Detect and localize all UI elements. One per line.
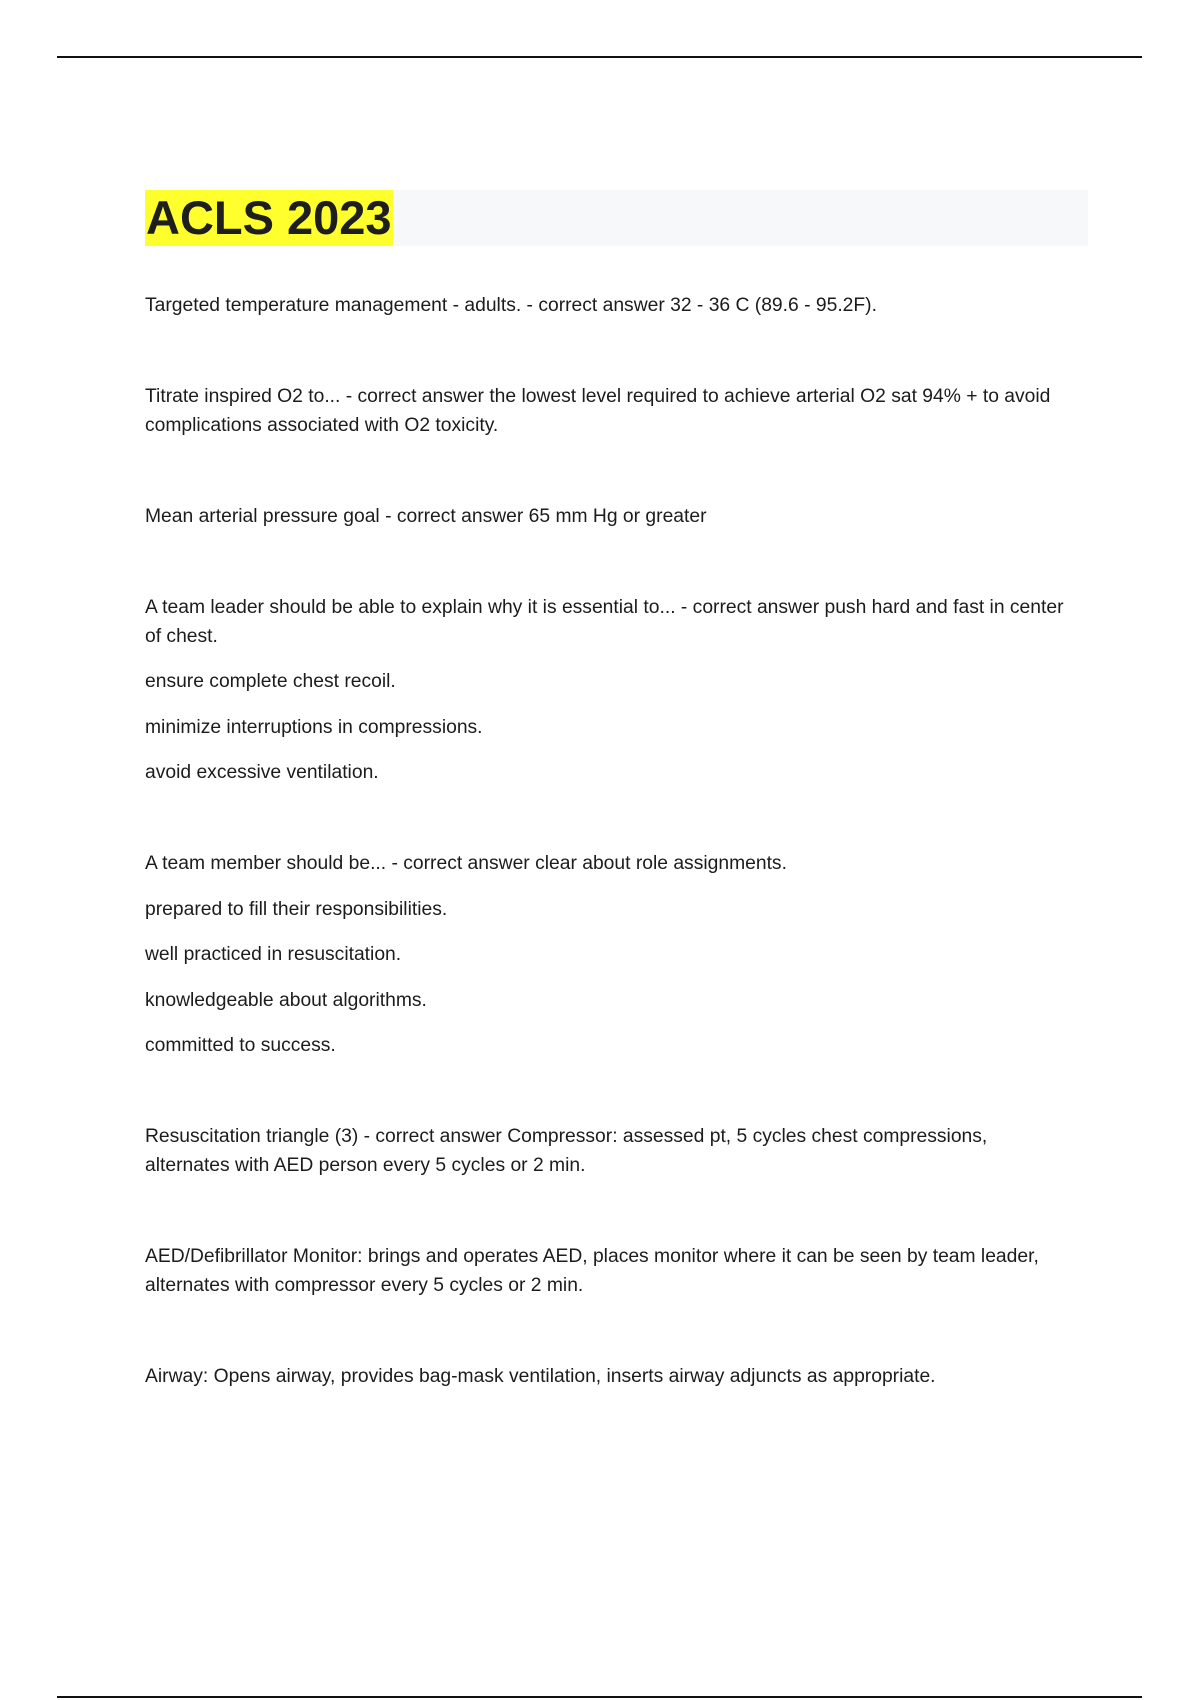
paragraph: Mean arterial pressure goal - correct answer 65 mm Hg or greater [145,506,707,527]
header-rule [57,56,1142,58]
paragraph: committed to success. [145,1035,336,1056]
paragraph: prepared to fill their responsibilities. [145,899,448,920]
footer-rule [57,1696,1142,1698]
paragraph: well practiced in resuscitation. [145,944,402,965]
paragraph: minimize interruptions in compressions. [145,717,483,738]
paragraph: A team member should be... - correct answer clear about role assignments. [145,853,787,874]
paragraph: AED/Defibrillator Monitor: brings and operates AED, places monitor where it can be seen by team leader, alternates with compressor every 5 cycles or 2 min. [145,1246,1039,1296]
paragraph: Resuscitation triangle (3) - correct answer Compressor: assessed pt, 5 cycles chest compressions, alternates with AED person every 5 cycles or 2 min. [145,1126,988,1176]
paragraph: avoid excessive ventilation. [145,762,379,783]
document-title: ACLS 2023 [146,191,392,244]
paragraph: ensure complete chest recoil. [145,671,396,692]
paragraph: A team leader should be able to explain why it is essential to... - correct answer push hard and fast in center of chest. [145,597,1064,647]
paragraph: knowledgeable about algorithms. [145,990,427,1011]
paragraph: Titrate inspired O2 to... - correct answer the lowest level required to achieve arterial O2 sat 94% + to avoid complications associated with O2 toxicity. [145,386,1051,436]
paragraph: Targeted temperature management - adults. - correct answer 32 - 36 C (89.6 - 95.2F). [145,295,877,316]
paragraph: Airway: Opens airway, provides bag-mask ventilation, inserts airway adjuncts as appropriate. [145,1366,936,1387]
